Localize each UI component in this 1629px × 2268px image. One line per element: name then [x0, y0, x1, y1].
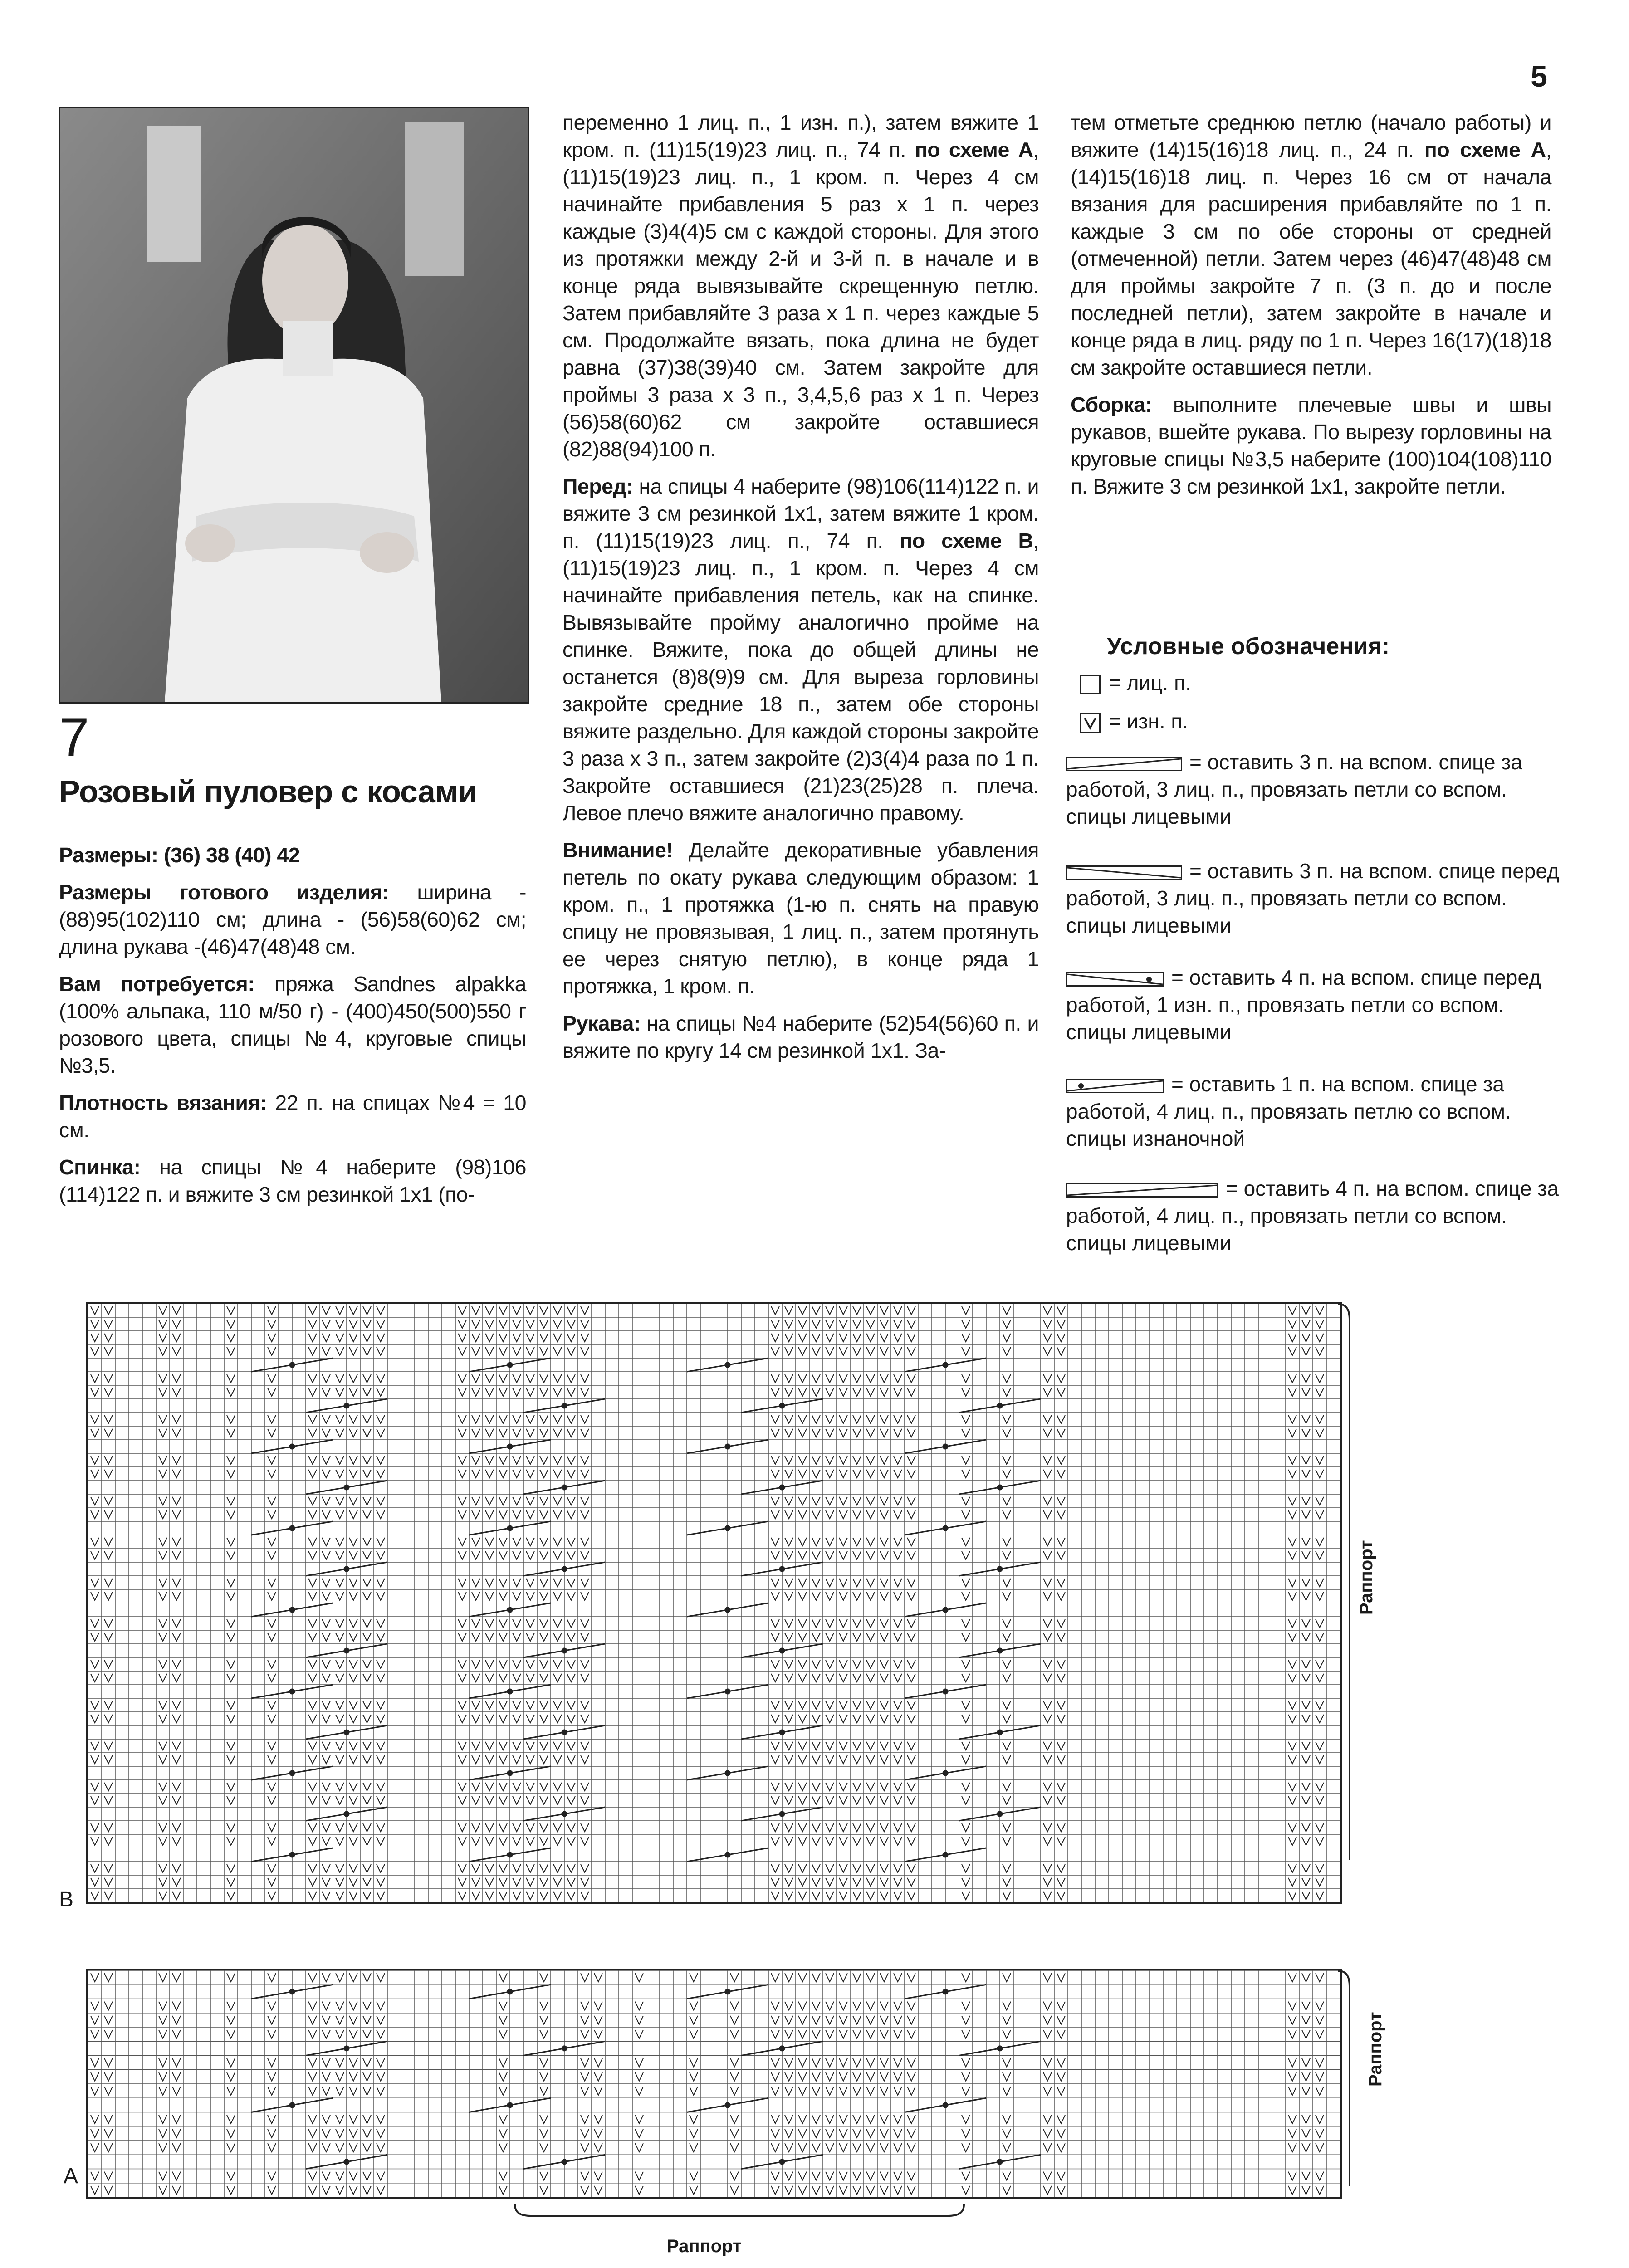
- back-continued-text: переменно 1 лиц. п., 1 изн. п.), затем вяжите 1 кром. п. (11)15(19)23 лиц. п., 74 п.: [563, 111, 1039, 161]
- chart-a-rapport-label-horizontal: Раппорт: [667, 2236, 742, 2256]
- chart-a-grid: [86, 1969, 1342, 2199]
- legend-title: Условные обозначения:: [1107, 633, 1390, 660]
- cable-1-back-purl-icon: [1066, 1079, 1164, 1093]
- chart-a-rapport-bracket-bottom: [513, 2204, 966, 2227]
- empty-square-icon: [1080, 675, 1101, 694]
- finished-label: Размеры готового изделия:: [59, 880, 389, 904]
- cable-4-back-icon: [1066, 1183, 1218, 1198]
- chart-b-grid: [86, 1302, 1342, 1904]
- finished-text: ширина - (88)95(102)110 см; длина - (56)58(60)62 см; длина рукава -(46)47(48)48 см.: [59, 880, 526, 958]
- woman-in-sweater-photo: [60, 108, 528, 702]
- legend-item-purl: = изн. п.: [1080, 708, 1188, 735]
- sleeve-continued-text: тем отметьте среднюю петлю (начало работы) и вяжите (14)15(16)18 лиц. п., 24 п.: [1071, 111, 1551, 161]
- sleeves-label: Рукава:: [563, 1012, 641, 1035]
- legend-item-cable-4-back: = оставить 4 п. на вспом. спице за работой, 4 лиц. п., провязать петли со вспом. спицы лицевыми: [1066, 1177, 1559, 1255]
- sleeve-continued-text-2: , (14)15(16)18 лиц. п. Через 16 см от начала вязания для расширения прибавляйте по 1 п. каждые 3 см по обе стороны от средней (отмеченной) петли. Затем через (46)47(48)48 см для проймы закройте 7 п. (3 п. до и после последней петли), затем закройте в начале и конце ряда в лиц. ряду по 1 п. Через 16(17)(18)18 см закройте оставшиеся петли.: [1071, 138, 1552, 379]
- front-text: на спицы 4 наберите (98)106(114)122 п. и вяжите 3 см резинкой 1x1, затем вяжите 1 кром. п. (11)15(19)23 лиц. п., 74 п.: [563, 474, 1039, 552]
- legend-item-cable-4-front-purl: = оставить 4 п. на вспом. спице перед работой, 1 изн. п., провязать петли со вспом. спицы лицевыми: [1066, 966, 1541, 1044]
- legend-item-cable-1-back-purl: = оставить 1 п. на вспом. спице за работой, 4 лиц. п., провязать петлю со вспом. спицы изнаночной: [1066, 1072, 1511, 1150]
- chart-b-label: В: [59, 1887, 74, 1911]
- attention-text: Делайте декоративные убавления петель по окату рукава следующим образом: 1 кром. п., 1 протяжка (1-ю п. снять на правую спицу не провязывая, 1 лиц. п., затем протянуть ее через снятую петлю), в конце ряда 1 протяжка, 1 кром. п.: [563, 838, 1039, 998]
- sleeves-text: на спицы №4 наберите (52)54(56)60 п. и вяжите по кругу 14 см резинкой 1x1. За-: [563, 1012, 1039, 1062]
- scheme-a-ref-2: по схеме А: [1424, 138, 1546, 161]
- scheme-a-ref: по схеме А: [915, 138, 1033, 161]
- assembly-text: выполните плечевые швы и швы рукавов, вшейте рукава. По вырезу горловины на круговые спицы №3,5 наберите (100)104(108)110 п. Вяжите 3 см резинкой 1x1, закройте петли.: [1071, 393, 1551, 498]
- front-label: Перед:: [563, 474, 633, 498]
- column-2: [563, 109, 1039, 1074]
- materials-label: Вам потребуется:: [59, 972, 255, 996]
- cable-4-front-purl-icon: [1066, 972, 1164, 987]
- v-mark-icon: [1080, 713, 1101, 733]
- gauge-text: 22 п. на спицах №4 = 10 см.: [59, 1091, 526, 1142]
- model-number: 7: [59, 707, 89, 767]
- chart-a-rapport-bracket: [1338, 1969, 1365, 2204]
- legend-item-cable-3-front: = оставить 3 п. на вспом. спице перед работой, 3 лиц. п., провязать петли со вспом. спицы лицевыми: [1066, 859, 1559, 937]
- model-title: Розовый пуловер с косами: [59, 774, 477, 809]
- sizes-label: Размеры: (36) 38 (40) 42: [59, 843, 300, 867]
- scheme-b-ref: по схеме В: [900, 529, 1033, 552]
- back-continued-text-2: , (11)15(19)23 лиц. п., 1 кром. п. Через 4 см начинайте прибавления 5 раз x 1 п. через каждые (3)4(4)5 см с каждой стороны. Для этого из протяжки между 2-й и 3-й п. в начале и в конце ряда вывязывайте скрещенную петлю. Затем прибавляйте 3 раза x 1 п. через каждые 5 см. Продолжайте вязать, пока длина не будет равна (37)38(39)40 см. Затем закройте для проймы 3 раза x 3 п., 3,4,5,6 раз x 1 п. Через (56)58(60)62 см закройте оставшиеся (82)88(94)100 п.: [563, 138, 1039, 461]
- legend-item-cable-3-back: = оставить 3 п. на вспом. спице за работой, 3 лиц. п., провязать петли со вспом. спицы лицевыми: [1066, 750, 1522, 828]
- chart-a-rapport-label-vertical: Раппорт: [1365, 2012, 1385, 2087]
- page-number: 5: [1531, 59, 1547, 93]
- attention-label: Внимание!: [563, 838, 673, 862]
- front-text-2: , (11)15(19)23 лиц. п., 1 кром. п. Через 4 см начинайте прибавления петель, как на спинке. Вывязывайте пройму аналогично пройме на спинке. Вяжите, пока до общей длины не останется (8)8(9)9 см. Для выреза горловины закройте средние 18 п., затем обе стороны вяжите раздельно. Для каждой стороны закройте 3 раза x 3 п., затем закройте (2)3(4)4 раза по 1 п. Закройте оставшиеся (21)23(25)28 п. плеча. Левое плечо вяжите аналогично правому.: [563, 529, 1039, 825]
- cable-3-back-icon: [1066, 757, 1182, 771]
- chart-b-rapport-bracket: [1338, 1302, 1365, 1964]
- column-3: [1071, 109, 1551, 510]
- chart-b-rapport-label: Раппорт: [1356, 1540, 1376, 1615]
- materials-text: пряжа Sandnes alpakka (100% альпака, 110 м/50 г) - (400)450(500)550 г розового цвета, спицы №4, круговые спицы №3,5.: [59, 972, 526, 1077]
- legend-item-knit: = лиц. п.: [1080, 669, 1191, 696]
- back-text: на спицы №4 наберите (98)106 (114)122 п. и вяжите 3 см резинкой 1x1 (по-: [59, 1155, 526, 1206]
- column-1: [59, 841, 526, 1218]
- assembly-label: Сборка:: [1071, 393, 1152, 416]
- gauge-label: Плотность вязания:: [59, 1091, 267, 1114]
- back-label: Спинка:: [59, 1155, 141, 1179]
- chart-a-label: А: [64, 2164, 78, 2188]
- cable-3-front-icon: [1066, 865, 1182, 880]
- model-photo: [59, 107, 529, 704]
